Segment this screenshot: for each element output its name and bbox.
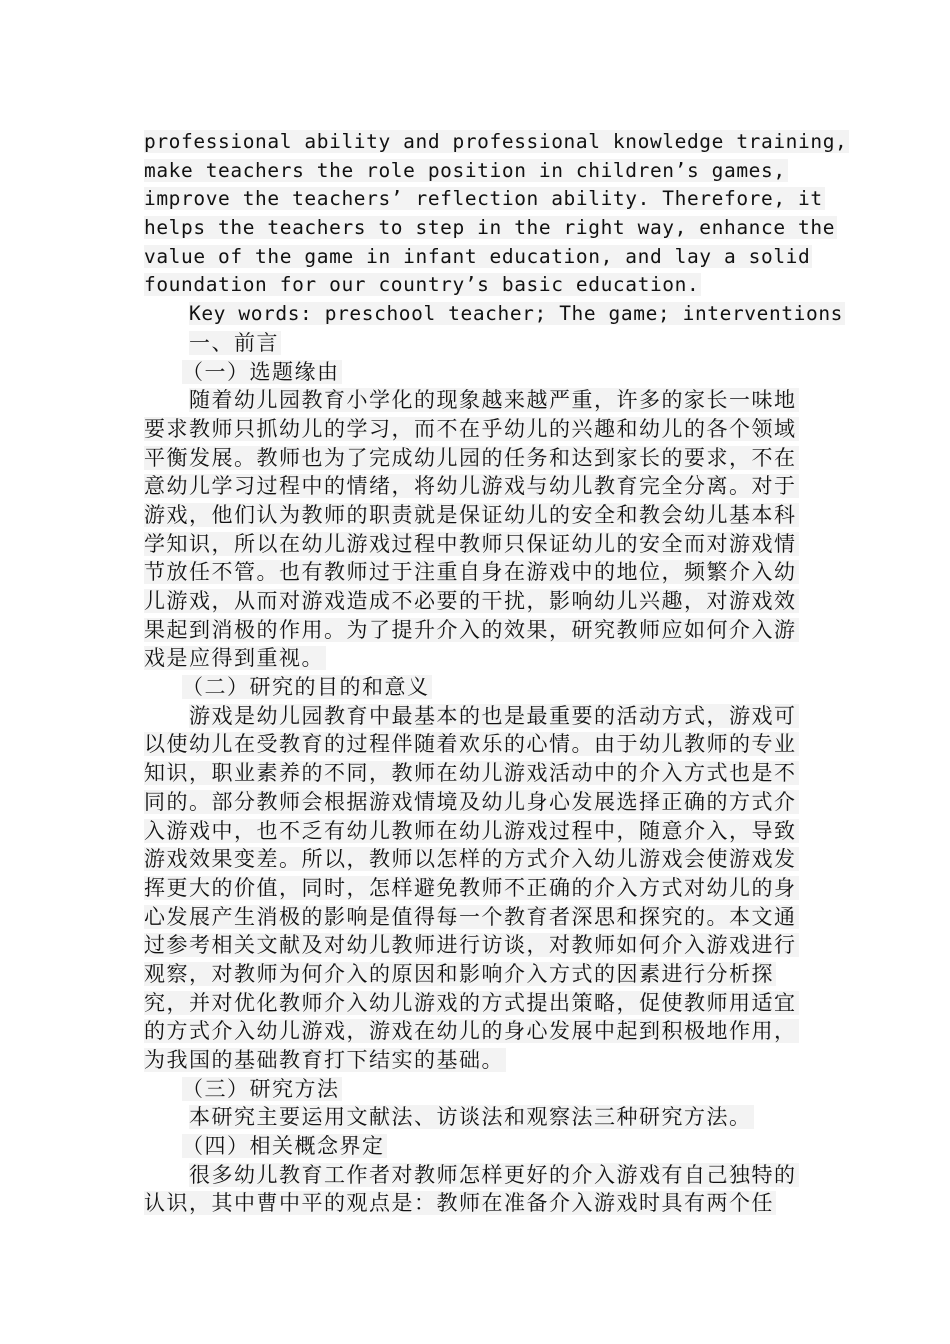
paragraph-line: 游戏，他们认为教师的职责就是保证幼儿的安全和教会幼儿基本科 xyxy=(144,502,797,527)
paragraph-line: 游戏效果变差。所以，教师以怎样的方式介入幼儿游戏会使游戏发 xyxy=(144,847,797,872)
abstract-line: professional ability and professional knowledge training, xyxy=(144,130,848,153)
subsection-heading: （一）选题缘由 xyxy=(182,359,340,384)
abstract-line: make teachers the role position in children’s games, xyxy=(144,158,786,182)
abstract-line: improve the teachers’ reflection ability. Therefore, it xyxy=(144,187,823,211)
abstract-english xyxy=(144,128,848,329)
abstract-line: foundation for our country’s basic education. xyxy=(144,273,700,297)
paragraph-line: 挥更大的价值，同时，怎样避免教师不正确的介入方式对幼儿的身 xyxy=(144,875,797,900)
paragraph-line: 节放任不管。也有教师过于注重自身在游戏中的地位，频繁介入幼 xyxy=(144,560,797,585)
subsection-heading: （三）研究方法 xyxy=(182,1076,340,1101)
paragraph-line: 意幼儿学习过程中的情绪，将幼儿游戏与幼儿教育完全分离。对于 xyxy=(144,474,797,499)
subsection-heading: （二）研究的目的和意义 xyxy=(182,675,430,700)
paragraph-line: 的方式介入幼儿游戏，游戏在幼儿的身心发展中起到积极地作用， xyxy=(144,1019,797,1044)
paragraph-line: 本研究主要运用文献法、访谈法和观察法三种研究方法。 xyxy=(189,1105,752,1130)
paragraph-line: 同的。部分教师会根据游戏情境及幼儿身心发展选择正确的方式介 xyxy=(144,789,797,814)
paragraph-line: 过参考相关文献及对幼儿教师进行访谈，对教师如何介入游戏进行 xyxy=(144,933,797,958)
paragraph-line: 为我国的基础教育打下结实的基础。 xyxy=(144,1048,504,1072)
paragraph-line: 游戏是幼儿园教育中最基本的也是最重要的活动方式，游戏可 xyxy=(189,703,797,728)
subsection-heading: （四）相关概念界定 xyxy=(182,1134,385,1159)
paragraph-line: 心发展产生消极的影响是值得每一个教育者深思和探究的。本文通 xyxy=(144,904,797,929)
section-heading: 一、前言 xyxy=(189,330,279,355)
abstract-line: helps the teachers to step in the right way, enhance the xyxy=(144,216,836,240)
paragraph-line: 平衡发展。教师也为了完成幼儿园的任务和达到家长的要求，不在 xyxy=(144,445,797,470)
paragraph-line: 很多幼儿教育工作者对教师怎样更好的介入游戏有自己独特的 xyxy=(189,1162,797,1187)
section-introduction xyxy=(144,329,804,1218)
paragraph-line: 认识，其中曹中平的观点是：教师在准备介入游戏时具有两个任 xyxy=(144,1191,774,1216)
paragraph-line: 观察，对教师为何介入的原因和影响介入方式的因素进行分析探 xyxy=(144,961,774,986)
paragraph-line: 果起到消极的作用。为了提升介入的效果，研究教师应如何介入游 xyxy=(144,617,797,642)
paragraph-line: 究，并对优化教师介入幼儿游戏的方式提出策略，促使教师用适宜 xyxy=(144,990,797,1015)
paragraph-line: 戏是应得到重视。 xyxy=(144,646,324,671)
paragraph-line: 儿游戏，从而对游戏造成不必要的干扰，影响幼儿兴趣，对游戏效 xyxy=(144,589,797,613)
document-page xyxy=(144,128,848,1218)
paragraph-line: 以使幼儿在受教育的过程伴随着欢乐的心情。由于幼儿教师的专业 xyxy=(144,732,797,757)
paragraph-line: 知识，职业素养的不同，教师在幼儿游戏活动中的介入方式也是不 xyxy=(144,761,797,786)
keywords-line: Key words: preschool teacher; The game; interventions xyxy=(189,302,844,326)
abstract-line: value of the game in infant education, and lay a solid xyxy=(144,244,811,268)
paragraph-line: 学知识，所以在幼儿游戏过程中教师只保证幼儿的安全而对游戏情 xyxy=(144,531,797,556)
paragraph-line: 要求教师只抓幼儿的学习，而不在乎幼儿的兴趣和幼儿的各个领域 xyxy=(144,416,797,441)
paragraph-line: 随着幼儿园教育小学化的现象越来越严重，许多的家长一味地 xyxy=(189,388,797,413)
paragraph-line: 入游戏中，也不乏有幼儿教师在幼儿游戏过程中，随意介入，导致 xyxy=(144,818,797,843)
